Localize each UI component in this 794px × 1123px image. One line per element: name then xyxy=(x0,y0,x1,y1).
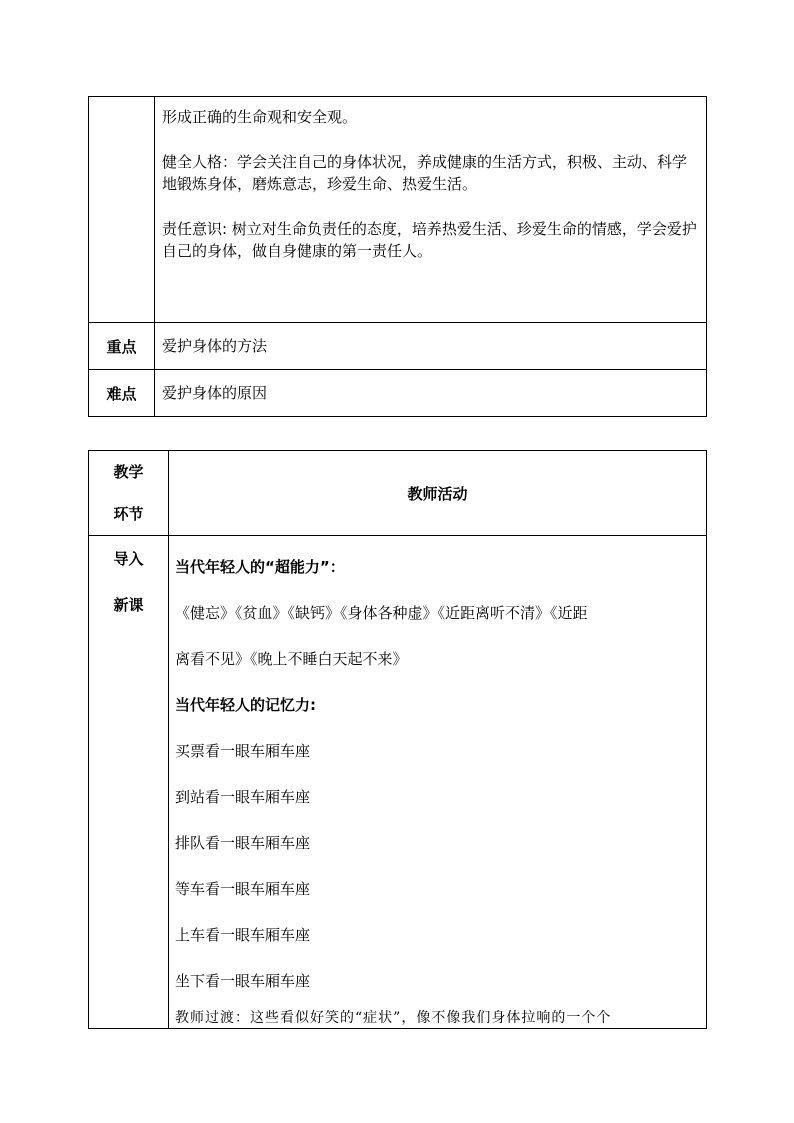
section-name-line: 导入 xyxy=(113,550,144,568)
section-name-line: 新课 xyxy=(113,596,144,614)
activity-line: 买票看一眼车厢车座 xyxy=(175,742,311,760)
objective-paragraph: 形成正确的生命观和安全观。 xyxy=(162,108,358,126)
teacher-transition-text: 教师过渡：这些看似好笑的“症状”，像不像我们身体拉响的一个个 xyxy=(175,1010,612,1026)
objectives-label-cell xyxy=(89,97,155,323)
section-header-line: 教学 xyxy=(113,463,144,481)
key-point-value: 爱护身体的方法 xyxy=(155,323,707,370)
activity-line: 当代年轻人的记忆力: xyxy=(175,696,316,714)
activity-table xyxy=(88,450,707,1029)
key-point-label: 重点 xyxy=(89,323,155,370)
activity-line: 到站看一眼车厢车座 xyxy=(175,788,311,806)
key-point-row xyxy=(89,323,707,370)
objectives-row xyxy=(89,97,707,323)
activity-line: 《健忘》《贫血》《缺钙》《身体各种虚》《近距离听不清》《近距 xyxy=(175,604,588,622)
activity-line: 离看不见》《晚上不睡白天起不来》 xyxy=(175,650,408,668)
objectives-table xyxy=(88,96,707,417)
activity-content-cell xyxy=(169,536,707,1029)
difficulty-label: 难点 xyxy=(89,370,155,417)
section-header-cell xyxy=(89,451,169,536)
activity-line: 上车看一眼车厢车座 xyxy=(175,926,311,944)
objective-paragraph: 责任意识: 树立对生命负责任的态度，培养热爱生活、珍爱生命的情感，学会爱护自己的身体，做自身健康的第一责任人。 xyxy=(162,220,697,260)
activity-line: 排队看一眼车厢车座 xyxy=(175,834,311,852)
activity-line: 等车看一眼车厢车座 xyxy=(175,880,311,898)
difficulty-value: 爱护身体的原因 xyxy=(155,370,707,417)
section-name-cell xyxy=(89,536,169,1029)
activity-header-cell: 教师活动 xyxy=(169,451,707,536)
section-header-line: 环节 xyxy=(113,505,144,523)
objectives-content-cell xyxy=(155,97,707,323)
difficulty-row xyxy=(89,370,707,417)
activity-line: 坐下看一眼车厢车座 xyxy=(175,972,311,990)
activity-line: 当代年轻人的“超能力”： xyxy=(175,558,345,576)
activity-body-row xyxy=(89,536,707,1029)
activity-lines xyxy=(175,544,700,1004)
activity-header-row xyxy=(89,451,707,536)
objective-paragraph: 健全人格：学会关注自己的身体状况，养成健康的生活方式，积极、主动、科学地锻炼身体，磨炼意志，珍爱生命、热爱生活。 xyxy=(162,153,688,193)
